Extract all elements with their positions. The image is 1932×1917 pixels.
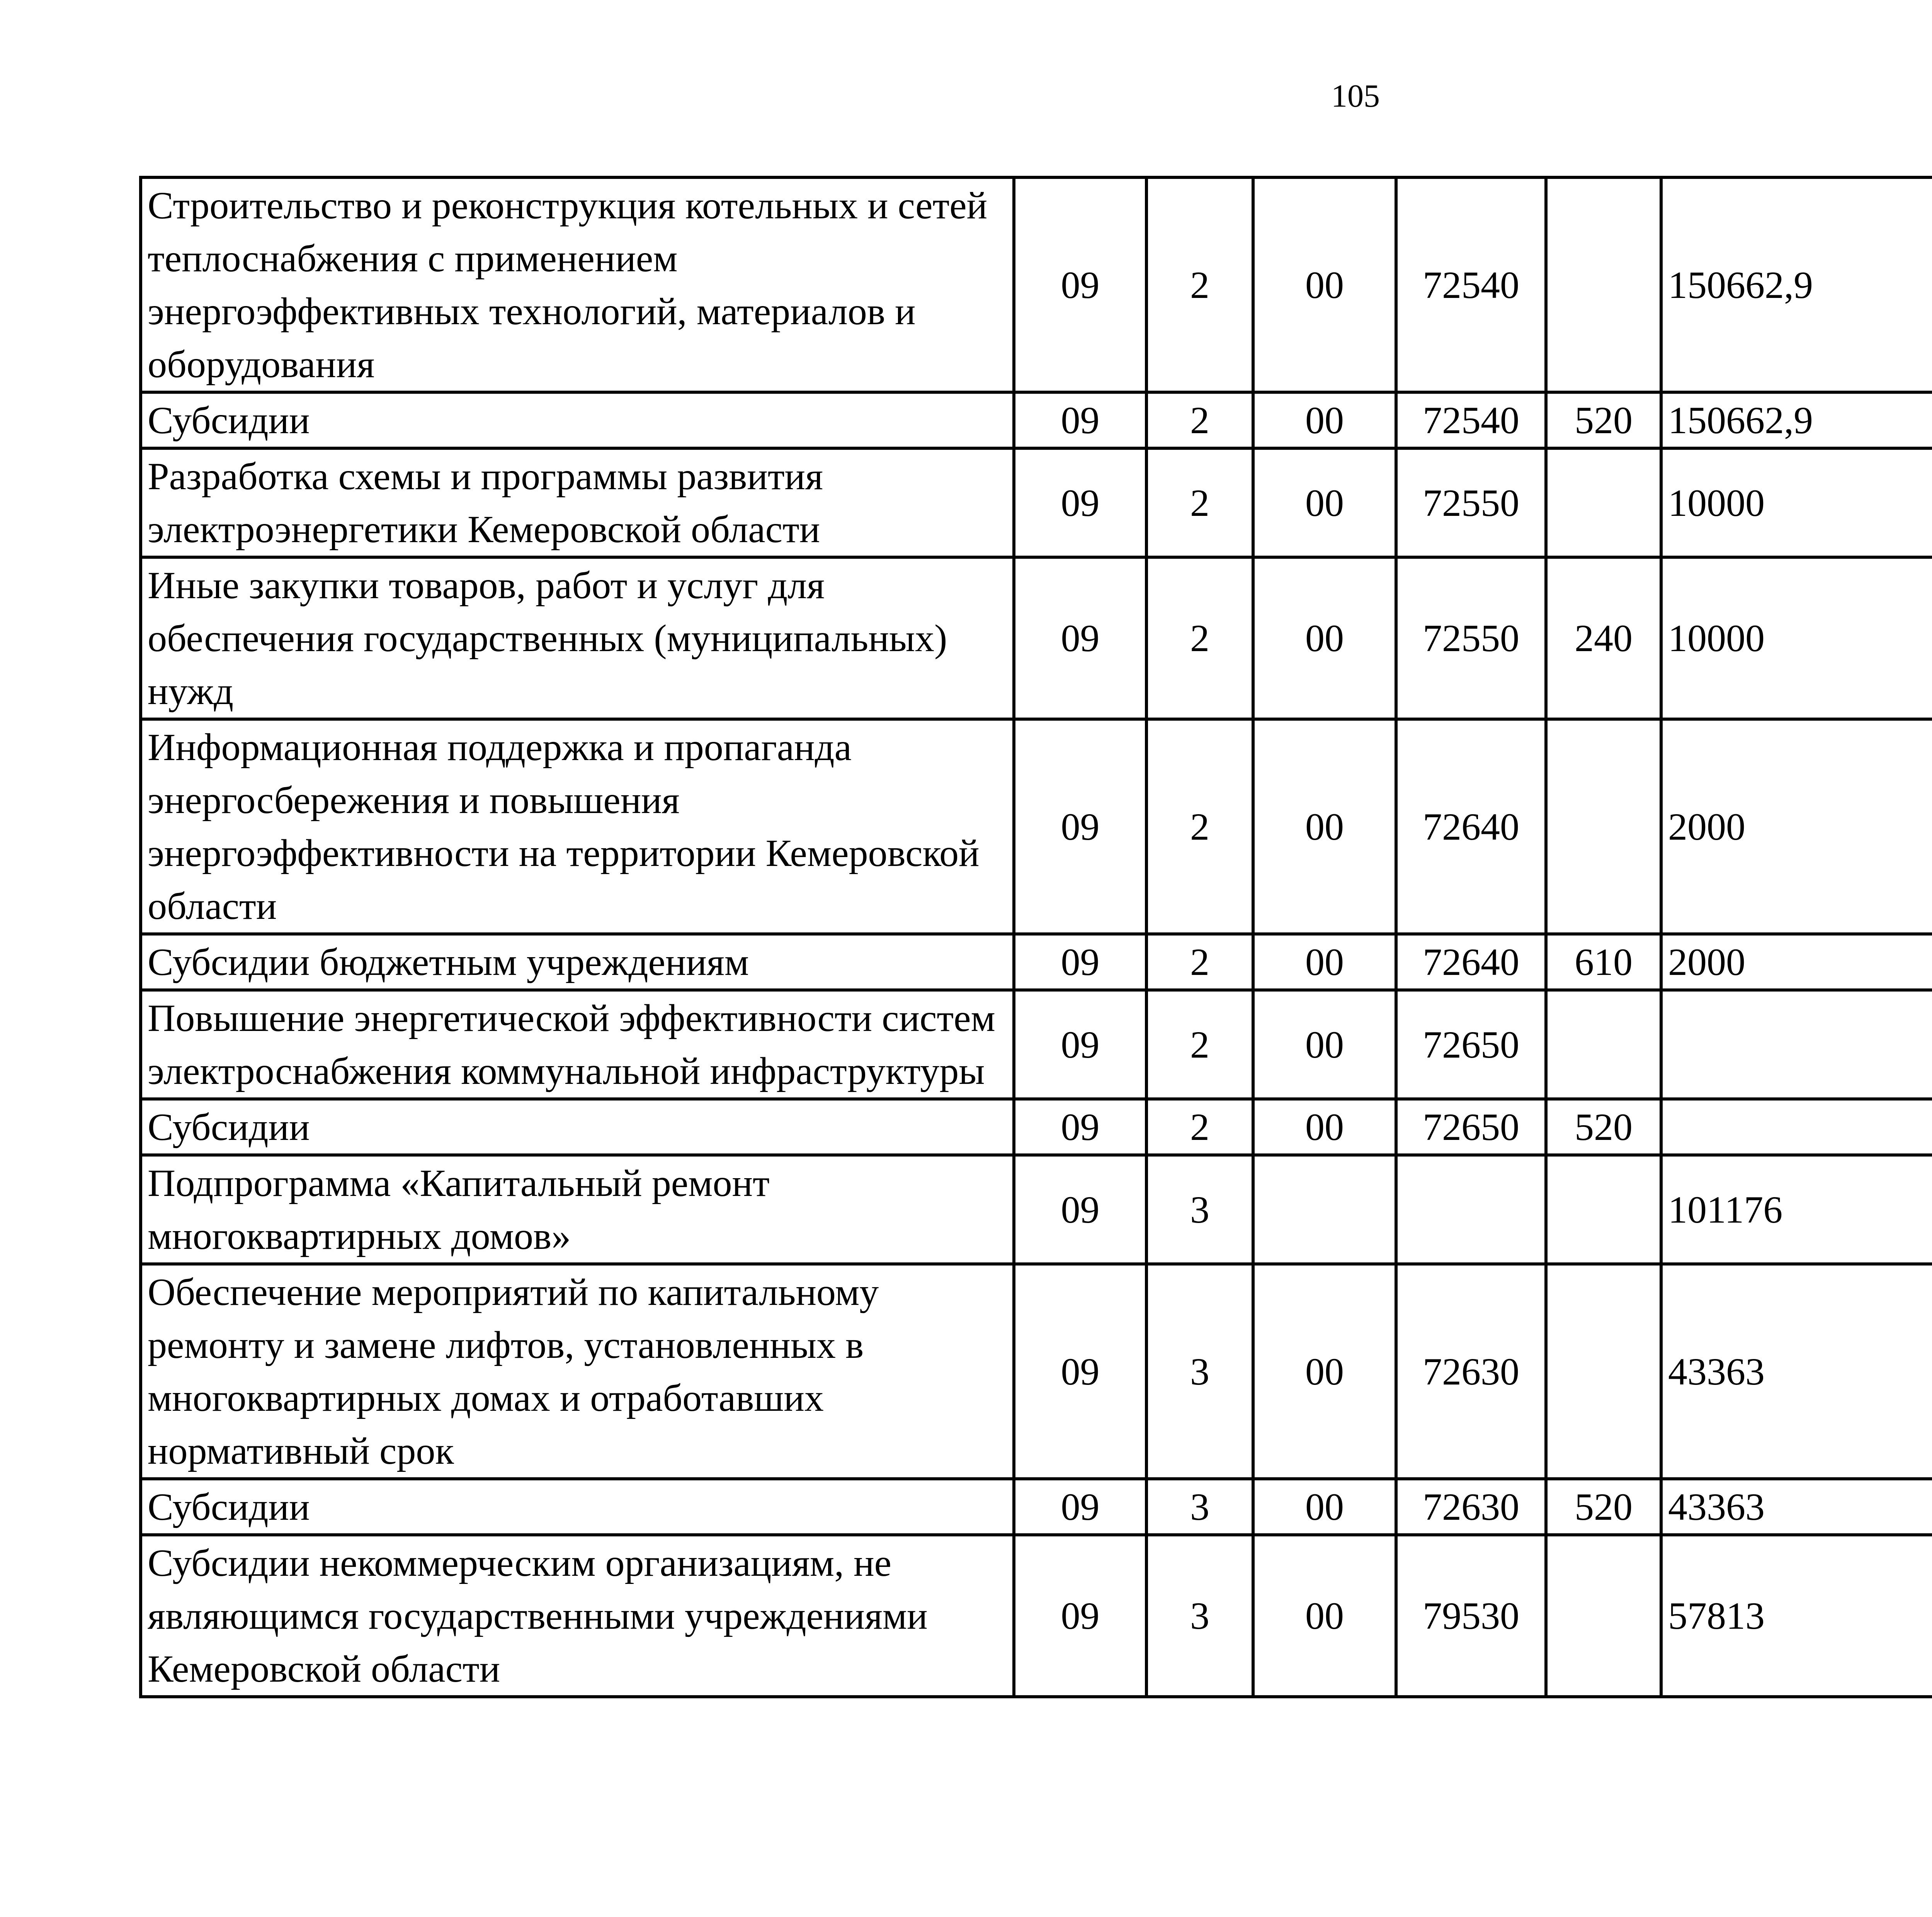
page-number: 105 [1331, 78, 1380, 114]
expense-code: 72630 [1396, 1264, 1546, 1479]
expense-type-code: 520 [1546, 1099, 1661, 1155]
table-row [141, 392, 1932, 448]
direction-code: 00 [1253, 1264, 1396, 1479]
table-row [141, 934, 1932, 990]
table-row [141, 1264, 1932, 1479]
expense-code: 79530 [1396, 1535, 1546, 1697]
amount-year-1 [1661, 1099, 1932, 1155]
subprogram-code: 2 [1146, 1099, 1253, 1155]
direction-code: 00 [1253, 1479, 1396, 1535]
table-row [141, 557, 1932, 719]
section-code: 09 [1014, 1479, 1146, 1535]
direction-code: 00 [1253, 934, 1396, 990]
direction-code: 00 [1253, 990, 1396, 1099]
section-code: 09 [1014, 392, 1146, 448]
subprogram-code: 2 [1146, 990, 1253, 1099]
table-row [141, 1535, 1932, 1697]
amount-year-1: 101176 [1661, 1155, 1932, 1264]
direction-code: 00 [1253, 1535, 1396, 1697]
amount-year-1: 2000 [1661, 934, 1932, 990]
row-name: Строительство и реконструкция котельных и сетей теплоснабжения с применением энергоэффективных технологий, материалов и оборудования [141, 177, 1014, 392]
amount-year-1: 43363 [1661, 1479, 1932, 1535]
row-name: Субсидии [141, 392, 1014, 448]
row-name: Субсидии некоммерческим организациям, не являющимся государственными учреждениями Кемеровской области [141, 1535, 1014, 1697]
expense-code: 72650 [1396, 990, 1546, 1099]
expense-type-code [1546, 1535, 1661, 1697]
direction-code: 00 [1253, 392, 1396, 448]
table-row [141, 1155, 1932, 1264]
expense-code: 72540 [1396, 392, 1546, 448]
table-row [141, 990, 1932, 1099]
row-name: Субсидии бюджетным учреждениям [141, 934, 1014, 990]
subprogram-code: 3 [1146, 1155, 1253, 1264]
direction-code [1253, 1155, 1396, 1264]
direction-code: 00 [1253, 719, 1396, 934]
amount-year-1: 10000 [1661, 557, 1932, 719]
expense-code [1396, 1155, 1546, 1264]
table-row [141, 1479, 1932, 1535]
row-name: Разработка схемы и программы развития электроэнергетики Кемеровской области [141, 448, 1014, 557]
subprogram-code: 3 [1146, 1479, 1253, 1535]
row-name: Информационная поддержка и пропаганда энергосбережения и повышения энергоэффективности на территории Кемеровской области [141, 719, 1014, 934]
expense-type-code [1546, 177, 1661, 392]
section-code: 09 [1014, 448, 1146, 557]
amount-year-1: 10000 [1661, 448, 1932, 557]
subprogram-code: 2 [1146, 557, 1253, 719]
expense-code: 72550 [1396, 557, 1546, 719]
subprogram-code: 3 [1146, 1535, 1253, 1697]
section-code: 09 [1014, 1264, 1146, 1479]
section-code: 09 [1014, 557, 1146, 719]
expense-code: 72650 [1396, 1099, 1546, 1155]
subprogram-code: 3 [1146, 1264, 1253, 1479]
row-name: Субсидии [141, 1099, 1014, 1155]
expense-type-code: 240 [1546, 557, 1661, 719]
direction-code: 00 [1253, 557, 1396, 719]
expense-type-code [1546, 719, 1661, 934]
direction-code: 00 [1253, 177, 1396, 392]
subprogram-code: 2 [1146, 934, 1253, 990]
amount-year-1: 43363 [1661, 1264, 1932, 1479]
row-name: Обеспечение мероприятий по капитальному ремонту и замене лифтов, установленных в многоквартирных домах и отработавших нормативный срок [141, 1264, 1014, 1479]
amount-year-1: 2000 [1661, 719, 1932, 934]
subprogram-code: 2 [1146, 392, 1253, 448]
section-code: 09 [1014, 934, 1146, 990]
subprogram-code: 2 [1146, 719, 1253, 934]
row-name: Субсидии [141, 1479, 1014, 1535]
amount-year-1 [1661, 990, 1932, 1099]
section-code: 09 [1014, 177, 1146, 392]
table-row [141, 177, 1932, 392]
section-code: 09 [1014, 1535, 1146, 1697]
expense-type-code [1546, 1264, 1661, 1479]
expense-code: 72550 [1396, 448, 1546, 557]
row-name: Подпрограмма «Капитальный ремонт многоквартирных домов» [141, 1155, 1014, 1264]
amount-year-1: 150662,9 [1661, 392, 1932, 448]
section-code: 09 [1014, 719, 1146, 934]
expense-code: 72540 [1396, 177, 1546, 392]
section-code: 09 [1014, 990, 1146, 1099]
row-name: Повышение энергетической эффективности систем электроснабжения коммунальной инфраструктуры [141, 990, 1014, 1099]
expense-code: 72630 [1396, 1479, 1546, 1535]
table-row [141, 448, 1932, 557]
expense-code: 72640 [1396, 719, 1546, 934]
direction-code: 00 [1253, 1099, 1396, 1155]
expense-type-code: 520 [1546, 1479, 1661, 1535]
expense-code: 72640 [1396, 934, 1546, 990]
section-code: 09 [1014, 1155, 1146, 1264]
table-row [141, 1099, 1932, 1155]
subprogram-code: 2 [1146, 177, 1253, 392]
expense-type-code: 610 [1546, 934, 1661, 990]
subprogram-code: 2 [1146, 448, 1253, 557]
row-name: Иные закупки товаров, работ и услуг для обеспечения государственных (муниципальных) нужд [141, 557, 1014, 719]
section-code: 09 [1014, 1099, 1146, 1155]
expense-type-code: 520 [1546, 392, 1661, 448]
amount-year-1: 57813 [1661, 1535, 1932, 1697]
expense-type-code [1546, 1155, 1661, 1264]
direction-code: 00 [1253, 448, 1396, 557]
budget-table [139, 176, 1932, 1698]
amount-year-1: 150662,9 [1661, 177, 1932, 392]
expense-type-code [1546, 448, 1661, 557]
table-row [141, 719, 1932, 934]
expense-type-code [1546, 990, 1661, 1099]
